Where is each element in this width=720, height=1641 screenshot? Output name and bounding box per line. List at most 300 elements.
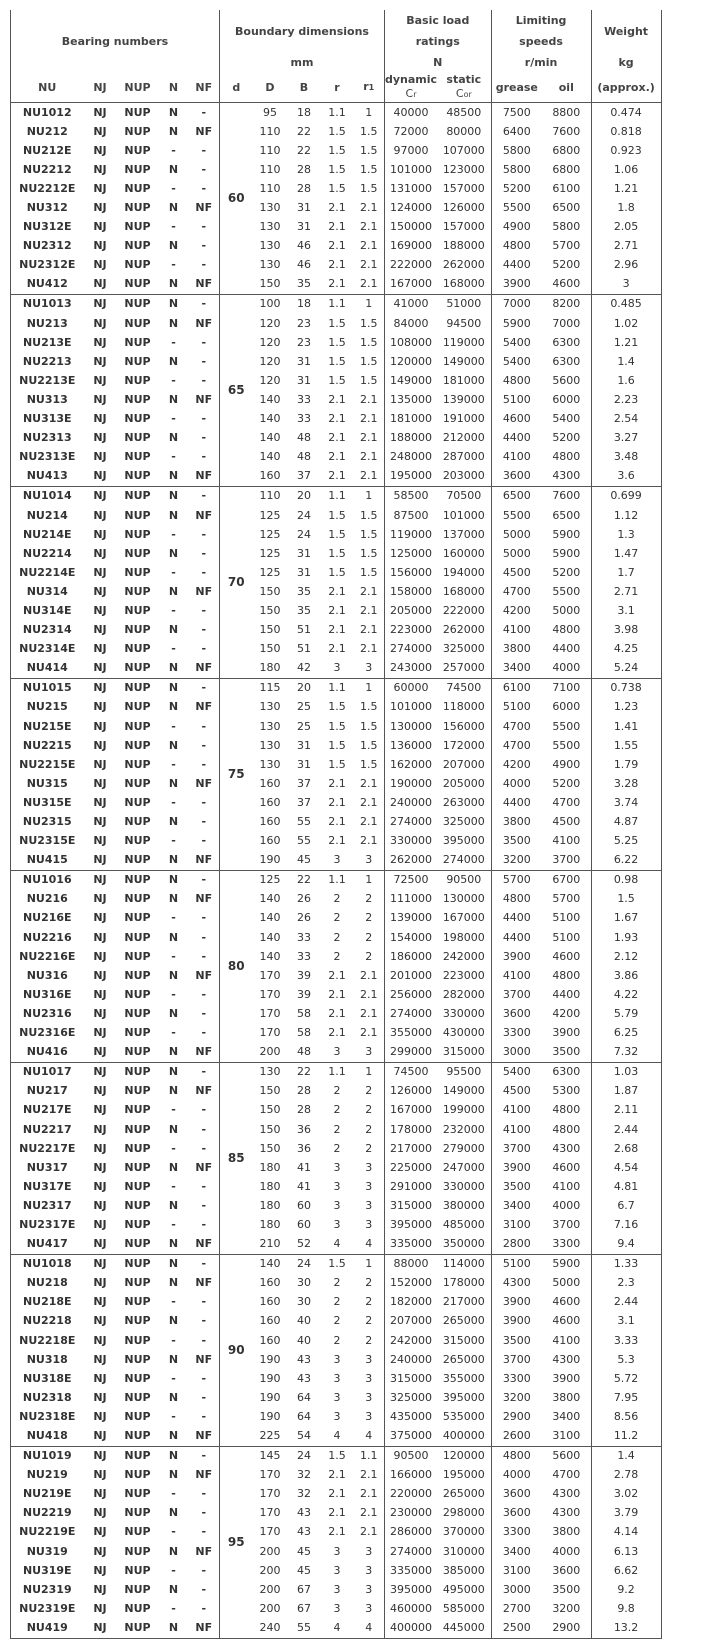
cell-nj: NJ xyxy=(93,1217,107,1231)
cell-oil: 5100 xyxy=(542,928,591,947)
cell-nu: NU2215 xyxy=(11,736,84,755)
cell-dynamic: 375000 xyxy=(390,1429,433,1443)
cell-nf: NF xyxy=(189,1426,220,1446)
cell-nf: - xyxy=(189,563,220,582)
cell-dynamic: 119000 xyxy=(390,527,433,541)
cell-nj: NJ xyxy=(93,143,107,157)
cell-nu: NU219 xyxy=(11,1466,84,1485)
cell-nu: NU2218E xyxy=(11,1331,84,1350)
cell-oil: 4300 xyxy=(542,467,591,487)
cell-r1: 2 xyxy=(354,1312,385,1331)
cell-grease: 4700 xyxy=(502,584,531,598)
cell-r1: 3 xyxy=(354,851,385,871)
cell-n: N xyxy=(168,392,179,406)
cell-n: - xyxy=(171,603,176,617)
cell-outer-d: 95 xyxy=(253,103,288,123)
cell-oil: 4000 xyxy=(542,659,591,679)
cell-dynamic: 167000 xyxy=(390,277,433,291)
cell-r1: 2 xyxy=(354,1331,385,1350)
cell-dynamic: 97000 xyxy=(393,143,429,157)
cell-r: 1.1 xyxy=(321,678,354,698)
cell-nup: NUP xyxy=(124,508,151,522)
cell-nu: NU215E xyxy=(11,717,84,736)
col-static-subscript: or xyxy=(463,90,472,99)
cell-nup: NUP xyxy=(124,1179,151,1193)
cell-nu: NU2217E xyxy=(11,1139,84,1158)
cell-static: 330000 xyxy=(437,1004,491,1023)
cell-nup: NUP xyxy=(124,181,151,195)
cell-r1: 3 xyxy=(354,659,385,679)
cell-nu: NU316E xyxy=(11,985,84,1004)
cell-oil: 5500 xyxy=(542,736,591,755)
cell-outer-d: 160 xyxy=(259,776,281,790)
cell-nf: NF xyxy=(189,774,220,793)
cell-oil: 3800 xyxy=(542,1523,591,1542)
cell-r1: 1.5 xyxy=(354,352,385,371)
cell-dynamic: 149000 xyxy=(390,373,433,387)
cell-n: N xyxy=(159,294,189,314)
table-row xyxy=(11,1504,662,1523)
cell-static: 167000 xyxy=(437,909,491,928)
cell-outer-d: 160 xyxy=(259,1276,281,1290)
cell-outer-d: 150 xyxy=(259,603,281,617)
cell-weight: 1.55 xyxy=(591,736,661,755)
cell-nj: NJ xyxy=(93,911,107,925)
cell-nup: NUP xyxy=(124,469,151,483)
cell-nj: NJ xyxy=(93,1525,107,1539)
cell-r1: 2.1 xyxy=(354,774,385,793)
cell-dynamic: 242000 xyxy=(390,1333,433,1347)
cell-r: 2.1 xyxy=(328,1506,346,1520)
cell-width-b: 52 xyxy=(297,1237,311,1251)
cell-oil: 5500 xyxy=(542,582,591,601)
cell-weight: 2.12 xyxy=(591,947,661,966)
cell-static: 172000 xyxy=(437,736,491,755)
cell-nf: - xyxy=(189,947,220,966)
cell-static: 126000 xyxy=(437,198,491,217)
cell-r1: 2.1 xyxy=(354,1466,385,1485)
cell-static: 325000 xyxy=(437,640,491,659)
cell-static: 160000 xyxy=(437,544,491,563)
cell-nf: - xyxy=(189,160,220,179)
cell-static: 123000 xyxy=(437,160,491,179)
cell-nf: - xyxy=(189,1101,220,1120)
cell-weight: 1.4 xyxy=(591,352,661,371)
table-row xyxy=(11,294,662,314)
cell-n: N xyxy=(168,853,179,867)
col-b: B xyxy=(299,80,309,94)
cell-outer-d: 190 xyxy=(259,1352,281,1366)
cell-r1: 2.1 xyxy=(354,582,385,601)
cell-nj: NJ xyxy=(93,1237,107,1251)
cell-grease: 3000 xyxy=(502,1045,531,1059)
cell-static: 188000 xyxy=(437,237,491,256)
cell-r1: 2 xyxy=(354,1139,385,1158)
cell-weight: 1.79 xyxy=(591,755,661,774)
cell-grease: 3800 xyxy=(502,642,531,656)
cell-nup: NUP xyxy=(124,1006,151,1020)
cell-static: 395000 xyxy=(437,1388,491,1407)
cell-outer-d: 170 xyxy=(259,968,281,982)
cell-static: 325000 xyxy=(437,812,491,831)
cell-nup: NUP xyxy=(117,870,159,890)
cell-weight: 3.27 xyxy=(591,429,661,448)
cell-outer-d: 200 xyxy=(259,1563,281,1577)
cell-n: - xyxy=(171,1103,176,1117)
load-ratings-header: Basic load xyxy=(385,10,492,31)
cell-oil: 3500 xyxy=(542,1043,591,1063)
cell-nup: NUP xyxy=(124,1582,151,1596)
cell-width-b: 48 xyxy=(297,1045,311,1059)
cell-r1: 2.1 xyxy=(354,218,385,237)
cell-nj: NJ xyxy=(93,1179,107,1193)
cell-nf: - xyxy=(189,1177,220,1196)
cell-r: 3 xyxy=(333,1217,341,1231)
cell-weight: 3.48 xyxy=(591,448,661,467)
cell-static: 385000 xyxy=(437,1561,491,1580)
cell-width-b: 48 xyxy=(297,450,311,464)
cell-nu: NU2214E xyxy=(11,563,84,582)
cell-grease: 5800 xyxy=(502,162,531,176)
cell-oil: 5900 xyxy=(542,544,591,563)
table-row xyxy=(11,601,662,620)
cell-dynamic: 182000 xyxy=(390,1295,433,1309)
cell-r1: 3 xyxy=(354,1561,385,1580)
cell-dynamic: 315000 xyxy=(390,1371,433,1385)
cell-r1: 3 xyxy=(354,1043,385,1063)
cell-dynamic: 222000 xyxy=(390,258,433,272)
cell-r: 1.5 xyxy=(328,700,346,714)
cell-nf: NF xyxy=(189,890,220,909)
cell-width-b: 20 xyxy=(288,678,321,698)
cell-outer-d: 125 xyxy=(253,870,288,890)
cell-r: 2 xyxy=(333,1103,341,1117)
table-row xyxy=(11,141,662,160)
cell-r: 2.1 xyxy=(328,431,346,445)
table-row xyxy=(11,1235,662,1255)
cell-nu: NU314 xyxy=(11,582,84,601)
cell-grease: 4800 xyxy=(502,239,531,253)
cell-static: 262000 xyxy=(437,621,491,640)
cell-n: N xyxy=(168,1045,179,1059)
cell-nu: NU314E xyxy=(11,601,84,620)
cell-static: 51000 xyxy=(437,294,491,314)
cell-width-b: 28 xyxy=(297,162,311,176)
cell-r: 1.5 xyxy=(328,719,346,733)
cell-nj: NJ xyxy=(93,527,107,541)
cell-oil: 5200 xyxy=(542,429,591,448)
cell-nj: NJ xyxy=(93,335,107,349)
cell-nj: NJ xyxy=(93,1390,107,1404)
cell-weight: 9.4 xyxy=(591,1235,661,1255)
cell-nu: NU217 xyxy=(11,1082,84,1101)
table-row xyxy=(11,678,662,698)
cell-nu: NU318E xyxy=(11,1369,84,1388)
cell-nj: NJ xyxy=(93,1582,107,1596)
cell-r: 2 xyxy=(333,930,341,944)
cell-n: - xyxy=(171,1487,176,1501)
cell-outer-d: 200 xyxy=(259,1045,281,1059)
cell-outer-d: 150 xyxy=(259,277,281,291)
cell-nf: - xyxy=(189,218,220,237)
cell-r1: 3 xyxy=(354,1158,385,1177)
cell-outer-d: 130 xyxy=(259,700,281,714)
cell-nf: NF xyxy=(189,1274,220,1293)
cell-outer-d: 180 xyxy=(259,1217,281,1231)
table-row xyxy=(11,717,662,736)
cell-r1: 2.1 xyxy=(354,1024,385,1043)
boundary-unit: mm xyxy=(220,52,385,73)
cell-r1: 2 xyxy=(354,1101,385,1120)
cell-dynamic: 186000 xyxy=(390,949,433,963)
cell-bore-d: 90 xyxy=(220,1254,253,1446)
cell-n: N xyxy=(159,1062,189,1082)
cell-static: 207000 xyxy=(437,755,491,774)
cell-grease: 3300 xyxy=(502,1371,531,1385)
cell-oil: 6300 xyxy=(542,352,591,371)
cell-r1: 1.1 xyxy=(354,1446,385,1466)
cell-dynamic: 60000 xyxy=(385,678,438,698)
cell-width-b: 23 xyxy=(297,335,311,349)
cell-oil: 4100 xyxy=(542,832,591,851)
cell-dynamic: 101000 xyxy=(390,162,433,176)
cell-static: 181000 xyxy=(437,371,491,390)
cell-grease: 3900 xyxy=(502,949,531,963)
cell-width-b: 33 xyxy=(297,949,311,963)
cell-r1: 1.5 xyxy=(354,179,385,198)
cell-outer-d: 140 xyxy=(259,911,281,925)
cell-nf: NF xyxy=(189,582,220,601)
cell-n: N xyxy=(168,1237,179,1251)
col-approx: (approx.) xyxy=(591,73,661,103)
table-row xyxy=(11,160,662,179)
cell-nj: NJ xyxy=(93,949,107,963)
cell-nup: NUP xyxy=(117,1618,159,1638)
cell-r1: 3 xyxy=(354,1407,385,1426)
cell-nu: NU1012 xyxy=(11,103,84,123)
cell-r1: 1.5 xyxy=(354,333,385,352)
cell-r1: 1.5 xyxy=(354,563,385,582)
cell-nf: - xyxy=(189,1599,220,1618)
cell-n: N xyxy=(168,584,179,598)
cell-width-b: 67 xyxy=(297,1582,311,1596)
cell-weight: 1.23 xyxy=(591,698,661,717)
cell-r: 1.5 xyxy=(328,181,346,195)
cell-static: 287000 xyxy=(437,448,491,467)
cell-r: 2 xyxy=(333,1333,341,1347)
table-row xyxy=(11,1062,662,1082)
cell-n: N xyxy=(168,1276,179,1290)
cell-grease: 3700 xyxy=(502,1352,531,1366)
cell-grease: 4100 xyxy=(502,450,531,464)
cell-outer-d: 125 xyxy=(259,527,281,541)
cell-nf: - xyxy=(189,870,220,890)
cell-width-b: 37 xyxy=(297,776,311,790)
cell-r1: 1.5 xyxy=(354,755,385,774)
cell-outer-d: 150 xyxy=(259,584,281,598)
table-row xyxy=(11,371,662,390)
cell-nj: NJ xyxy=(93,603,107,617)
cell-nf: - xyxy=(189,294,220,314)
cell-nf: - xyxy=(189,237,220,256)
cell-nf: NF xyxy=(189,1082,220,1101)
cell-nu: NU2312E xyxy=(11,256,84,275)
cell-nu: NU2319 xyxy=(11,1580,84,1599)
cell-oil: 5200 xyxy=(542,256,591,275)
cell-oil: 8200 xyxy=(542,294,591,314)
table-row xyxy=(11,486,662,506)
cell-r: 2.1 xyxy=(328,776,346,790)
cell-outer-d: 120 xyxy=(259,373,281,387)
cell-nf: - xyxy=(189,256,220,275)
cell-r1: 2 xyxy=(354,947,385,966)
table-row xyxy=(11,1196,662,1215)
col-dynamic-label: dynamic xyxy=(385,73,438,86)
cell-nj: NJ xyxy=(93,162,107,176)
cell-n: - xyxy=(171,335,176,349)
cell-weight: 1.8 xyxy=(591,198,661,217)
cell-width-b: 26 xyxy=(297,892,311,906)
cell-nu: NU2212 xyxy=(11,160,84,179)
cell-r1: 3 xyxy=(354,1542,385,1561)
cell-r1: 2.1 xyxy=(354,429,385,448)
cell-nup: NUP xyxy=(124,1314,151,1328)
cell-n: N xyxy=(168,1429,179,1443)
cell-outer-d: 115 xyxy=(253,678,288,698)
table-row xyxy=(11,621,662,640)
cell-nu: NU214 xyxy=(11,506,84,525)
cell-weight: 0.818 xyxy=(591,122,661,141)
cell-oil: 5500 xyxy=(542,717,591,736)
cell-grease: 4400 xyxy=(502,930,531,944)
cell-nup: NUP xyxy=(117,1254,159,1274)
cell-dynamic: 330000 xyxy=(390,834,433,848)
cell-weight: 9.8 xyxy=(591,1599,661,1618)
cell-n: N xyxy=(168,738,179,752)
cell-nu: NU2213 xyxy=(11,352,84,371)
cell-static: 217000 xyxy=(437,1293,491,1312)
cell-r1: 2 xyxy=(354,890,385,909)
cell-r1: 2.1 xyxy=(354,237,385,256)
cell-dynamic: 217000 xyxy=(390,1141,433,1155)
cell-grease: 4100 xyxy=(502,623,531,637)
table-row xyxy=(11,352,662,371)
cell-nj: NJ xyxy=(93,1276,107,1290)
cell-static: 212000 xyxy=(437,429,491,448)
table-row xyxy=(11,333,662,352)
cell-grease: 3300 xyxy=(502,1026,531,1040)
cell-weight: 3.6 xyxy=(591,467,661,487)
cell-dynamic: 90500 xyxy=(385,1446,438,1466)
cell-grease: 5100 xyxy=(491,1254,542,1274)
cell-weight: 3.1 xyxy=(591,601,661,620)
cell-nf: - xyxy=(189,640,220,659)
cell-r: 4 xyxy=(333,1429,341,1443)
cell-nu: NU2317 xyxy=(11,1196,84,1215)
cell-oil: 5900 xyxy=(542,1254,591,1274)
cell-nu: NU313E xyxy=(11,410,84,429)
cell-static: 395000 xyxy=(437,832,491,851)
cell-dynamic: 274000 xyxy=(390,642,433,656)
cell-nup: NUP xyxy=(124,431,151,445)
cell-dynamic: 195000 xyxy=(390,469,433,483)
cell-nu: NU2316E xyxy=(11,1024,84,1043)
cell-nj: NJ xyxy=(93,987,107,1001)
cell-nu: NU1015 xyxy=(11,678,84,698)
cell-static: 198000 xyxy=(437,928,491,947)
cell-nup: NUP xyxy=(124,201,151,215)
cell-r: 1.5 xyxy=(328,335,346,349)
cell-r: 2.1 xyxy=(328,469,346,483)
cell-dynamic: 88000 xyxy=(385,1254,438,1274)
cell-grease: 2500 xyxy=(491,1618,542,1638)
cell-nup: NUP xyxy=(124,546,151,560)
cell-n: N xyxy=(168,1506,179,1520)
cell-nj: NJ xyxy=(93,1295,107,1309)
cell-r: 3 xyxy=(333,1371,341,1385)
cell-bore-d: 85 xyxy=(220,1062,253,1254)
cell-oil: 3700 xyxy=(542,851,591,871)
cell-width-b: 31 xyxy=(297,757,311,771)
cell-nu: NU315E xyxy=(11,793,84,812)
cell-nf: - xyxy=(189,909,220,928)
cell-nup: NUP xyxy=(124,1429,151,1443)
cell-dynamic: 139000 xyxy=(390,911,433,925)
cell-r1: 2.1 xyxy=(354,640,385,659)
table-row xyxy=(11,1101,662,1120)
cell-r: 2.1 xyxy=(328,277,346,291)
cell-n: N xyxy=(168,1352,179,1366)
cell-static: 114000 xyxy=(437,1254,491,1274)
table-row xyxy=(11,544,662,563)
cell-nf: - xyxy=(189,448,220,467)
cell-r1: 2.1 xyxy=(354,832,385,851)
cell-oil: 3200 xyxy=(542,1599,591,1618)
cell-nj: NJ xyxy=(93,719,107,733)
table-row xyxy=(11,909,662,928)
cell-static: 137000 xyxy=(437,525,491,544)
cell-nup: NUP xyxy=(124,1276,151,1290)
table-row xyxy=(11,870,662,890)
cell-n: N xyxy=(159,1618,189,1638)
table-row xyxy=(11,275,662,295)
cell-nup: NUP xyxy=(124,1563,151,1577)
cell-nu: NU416 xyxy=(11,1043,84,1063)
cell-n: N xyxy=(168,776,179,790)
cell-r1: 3 xyxy=(354,1177,385,1196)
cell-grease: 3900 xyxy=(502,277,531,291)
cell-width-b: 31 xyxy=(297,565,311,579)
cell-nup: NUP xyxy=(124,412,151,426)
cell-nj: NJ xyxy=(93,1352,107,1366)
cell-dynamic: 108000 xyxy=(390,335,433,349)
cell-grease: 4000 xyxy=(502,1468,531,1482)
cell-nj: NJ xyxy=(93,1333,107,1347)
cell-weight: 11.2 xyxy=(591,1426,661,1446)
cell-static: 157000 xyxy=(437,179,491,198)
cell-outer-d: 160 xyxy=(259,834,281,848)
cell-nj: NJ xyxy=(93,1006,107,1020)
cell-weight: 6.62 xyxy=(591,1561,661,1580)
cell-width-b: 31 xyxy=(297,201,311,215)
cell-r: 2 xyxy=(333,1295,341,1309)
cell-static: 222000 xyxy=(437,601,491,620)
cell-static: 330000 xyxy=(437,1177,491,1196)
table-row xyxy=(11,1407,662,1426)
cell-dynamic: 460000 xyxy=(390,1601,433,1615)
cell-r1: 2.1 xyxy=(354,448,385,467)
cell-nup: NUP xyxy=(124,1333,151,1347)
